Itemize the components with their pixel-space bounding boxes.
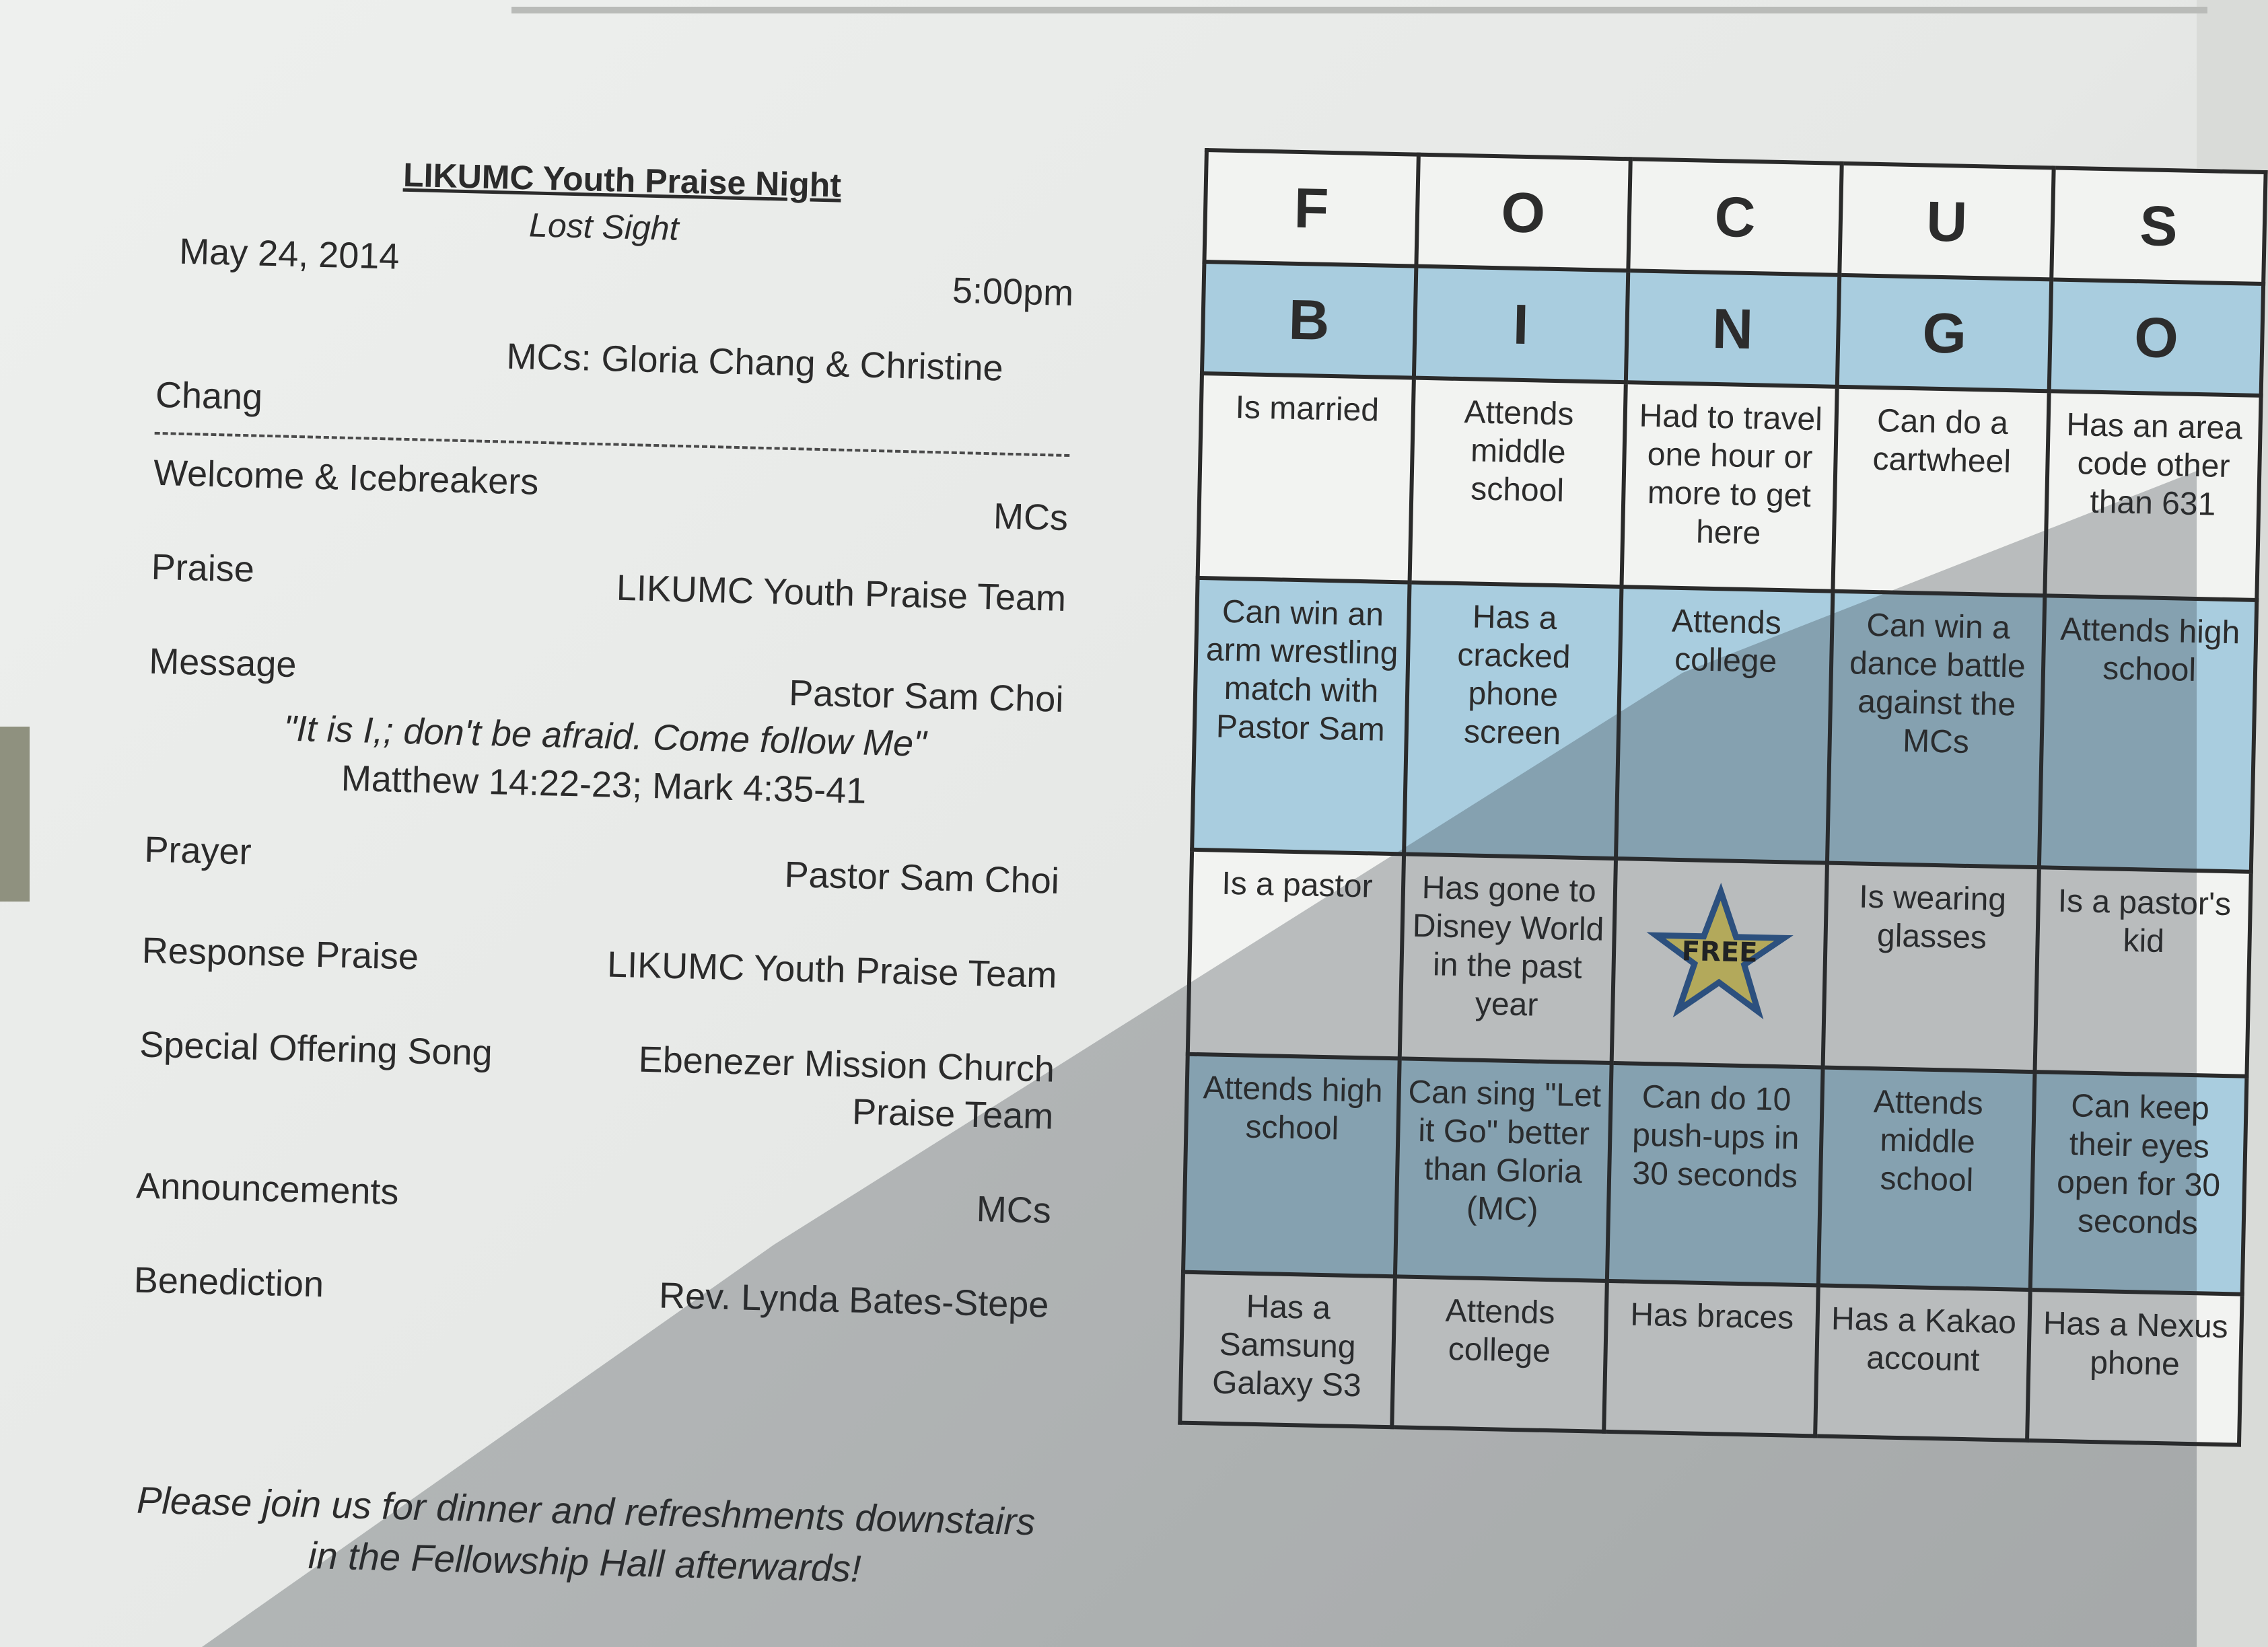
- bingo-card: [1178, 148, 2267, 1447]
- bingo-cell: Attends college: [1392, 1276, 1606, 1432]
- program-item: [143, 829, 1060, 902]
- header-letter: O: [2049, 279, 2263, 396]
- bingo-cell: Has a Kakao account: [1815, 1285, 2030, 1440]
- item-label: Praise: [151, 546, 255, 590]
- header-letter: S: [2051, 168, 2265, 284]
- header-letter: U: [1840, 163, 2054, 280]
- free-label: FREE: [1681, 936, 1758, 969]
- item-label: Response Praise: [141, 930, 419, 978]
- free-space: [1621, 873, 1818, 1011]
- closing-invitation: Please join us for dinner and refreshments downstairs in the Fellowship Hall afterwards!: [136, 1478, 1036, 1590]
- bingo-cell: Has a Samsung Galaxy S3: [1180, 1272, 1394, 1428]
- item-leader: LIKUMC Youth Praise Team: [616, 567, 1067, 619]
- bingo-cell: Can win a dance battle against the MCs: [1827, 591, 2045, 868]
- bingo-cell: Has an area code other than 631: [2045, 391, 2261, 600]
- bingo-cell: Is a pastor: [1188, 850, 1404, 1059]
- program-item: [153, 452, 1069, 539]
- header-letter: B: [1202, 262, 1416, 378]
- bingo-cell: Has a Nexus phone: [2027, 1290, 2242, 1445]
- event-time: 5:00pm: [952, 270, 1074, 314]
- bingo-cell: Has a cracked phone screen: [1404, 583, 1621, 859]
- bingo-cell: Can keep their eyes open for 30 seconds: [2030, 1072, 2247, 1294]
- item-label: Welcome & Icebreakers: [153, 452, 540, 503]
- item-label: Message: [148, 640, 297, 686]
- header-letter: N: [1625, 270, 1839, 387]
- bingo-row: [1180, 1272, 2242, 1445]
- item-label: Special Offering Song: [139, 1024, 493, 1074]
- bingo-cell: Can win an arm wrestling match with Pastor Sam: [1192, 578, 1409, 854]
- header-letter: I: [1414, 266, 1628, 383]
- bingo-cell: Attends middle school: [1409, 378, 1625, 587]
- header-letter: F: [1204, 150, 1418, 266]
- program-item: [148, 640, 1065, 720]
- bingo-cell: Had to travel one hour or more to get here: [1621, 382, 1837, 591]
- header-row-bingo: [1202, 262, 2263, 396]
- event-date: May 24, 2014: [178, 231, 400, 277]
- item-label: Announcements: [135, 1165, 400, 1213]
- bingo-grid: [1178, 148, 2267, 1447]
- program-item: [139, 1024, 1055, 1137]
- item-leader: LIKUMC Youth Praise Team: [606, 944, 1058, 996]
- bingo-cell: Attends college: [1616, 587, 1833, 863]
- bingo-cell: Has braces: [1604, 1281, 1818, 1436]
- bingo-row: [1188, 850, 2251, 1076]
- quote-text: "It is I,; don't be afraid. Come follow Me": [283, 708, 927, 764]
- bingo-cell: Attends high school: [2039, 595, 2257, 872]
- bingo-cell: Attends middle school: [1818, 1068, 2035, 1290]
- item-label: Prayer: [143, 829, 252, 873]
- program-item: [141, 930, 1058, 996]
- program-item: [135, 1165, 1052, 1231]
- header-letter: O: [1416, 155, 1630, 271]
- bingo-row: [1192, 578, 2257, 872]
- program-item: [151, 546, 1067, 619]
- program-item: [133, 1259, 1050, 1325]
- header-row-focus: [1204, 150, 2265, 284]
- free-space-cell: [1611, 858, 1827, 1068]
- scripture-reference: Matthew 14:22-23; Mark 4:35-41: [341, 758, 867, 811]
- item-leader: MCs: [993, 496, 1069, 539]
- program-subtitle: Lost Sight: [528, 206, 680, 248]
- bingo-cell: Can do a cartwheel: [1833, 387, 2049, 596]
- bingo-cell: Has gone to Disney World in the past year: [1400, 854, 1616, 1063]
- program-title: LIKUMC Youth Praise Night: [402, 155, 842, 205]
- bingo-cell: Can sing "Let it Go" better than Gloria (MC): [1395, 1058, 1612, 1281]
- item-label: Benediction: [133, 1259, 324, 1305]
- bingo-cell: Is married: [1198, 373, 1414, 583]
- bingo-cell: Is wearing glasses: [1823, 863, 2039, 1072]
- bingo-cell: Is a pastor's kid: [2035, 867, 2251, 1076]
- bingo-row: [1198, 373, 2261, 600]
- header-letter: C: [1628, 159, 1842, 275]
- bingo-cell: Attends high school: [1183, 1054, 1400, 1277]
- mcs-line: MCs: Gloria Chang & Christine Chang: [155, 336, 1004, 418]
- bingo-row: [1183, 1054, 2246, 1294]
- header-letter: G: [1837, 275, 2051, 392]
- item-leader: MCs: [976, 1189, 1052, 1231]
- item-leader: Rev. Lynda Bates-Stepe: [658, 1275, 1050, 1325]
- star-icon: [1651, 887, 1788, 1024]
- binder-tab: [0, 727, 30, 902]
- page-edge-rule: [511, 7, 2207, 13]
- item-leader: Pastor Sam Choi: [788, 672, 1065, 720]
- bingo-cell: Can do 10 push-ups in 30 seconds: [1606, 1063, 1823, 1286]
- item-leader: Pastor Sam Choi: [784, 854, 1060, 902]
- program-section: [72, 148, 1117, 1625]
- item-leader: Ebenezer Mission Church Praise Team: [638, 1039, 1055, 1137]
